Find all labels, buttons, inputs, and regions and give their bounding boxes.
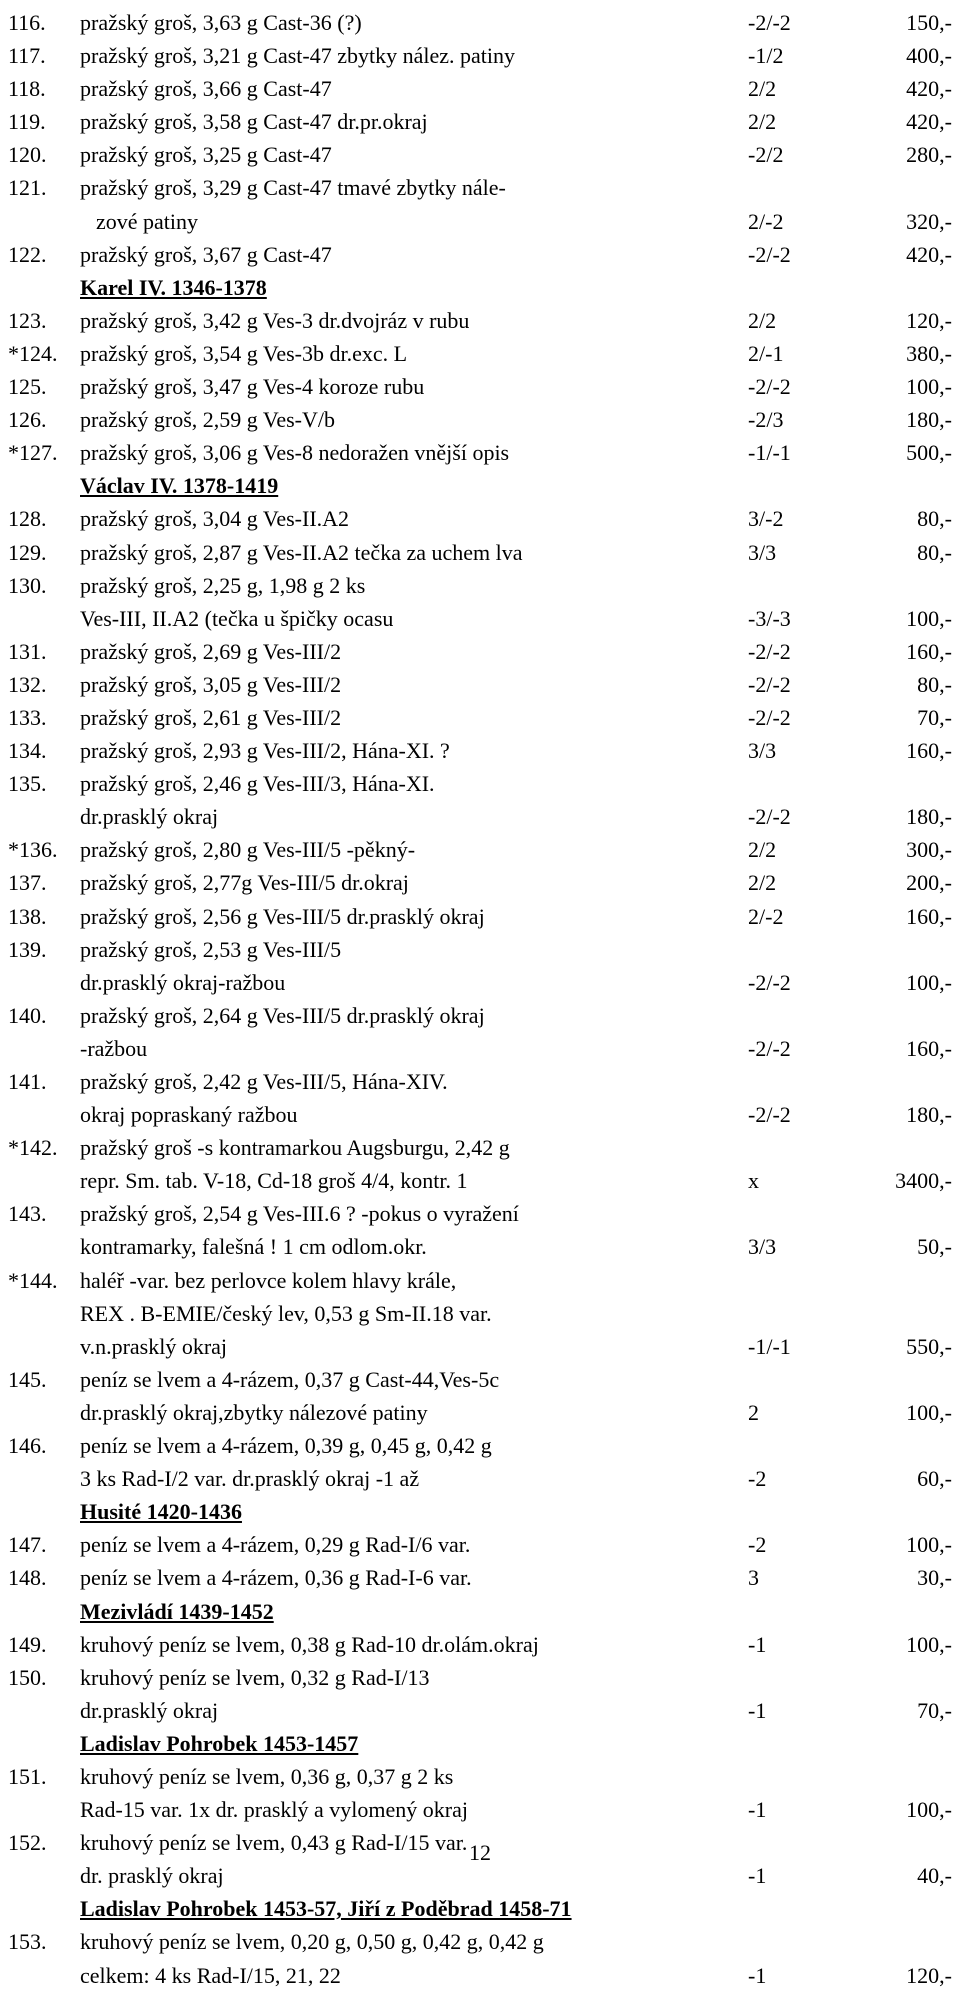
item-grade: 3/3	[748, 539, 777, 565]
section-heading: Husité 1420-1436	[80, 1499, 242, 1525]
item-price: 180,-	[906, 407, 952, 433]
item-description: repr. Sm. tab. V-18, Cd-18 groš 4/4, kontr. 1	[80, 1168, 468, 1194]
catalog-item-row	[0, 238, 960, 271]
item-description: kruhový peníz se lvem, 0,38 g Rad-10 dr.olám.okraj	[80, 1631, 539, 1657]
item-description: peníz se lvem a 4-rázem, 0,39 g, 0,45 g, 0,42 g	[80, 1433, 492, 1459]
catalog-item-row	[0, 1561, 960, 1594]
item-grade: -2/-2	[748, 1035, 791, 1061]
catalog-item-row	[0, 536, 960, 569]
item-number: 135.	[8, 771, 47, 797]
item-description: pražský groš, 2,46 g Ves-III/3, Hána-XI.	[80, 771, 435, 797]
catalog-item-row	[0, 171, 960, 204]
item-number: 128.	[8, 506, 47, 532]
item-grade: 3/3	[748, 738, 777, 764]
item-number: 149.	[8, 1631, 47, 1657]
item-grade: -1	[748, 1863, 767, 1889]
item-grade: x	[748, 1168, 759, 1194]
item-description: Rad-15 var. 1x dr. prasklý a vylomený okraj	[80, 1797, 468, 1823]
item-price: 120,-	[906, 307, 952, 333]
item-description: haléř -var. bez perlovce kolem hlavy krále,	[80, 1267, 457, 1293]
catalog-continuation-row	[0, 1793, 960, 1826]
section-heading: Ladislav Pohrobek 1453-57, Jiří z Poděbrad 1458-71	[80, 1896, 572, 1922]
item-number: 126.	[8, 407, 47, 433]
item-description: 3 ks Rad-I/2 var. dr.prasklý okraj -1 až	[80, 1466, 420, 1492]
item-price: 380,-	[906, 340, 952, 366]
item-grade: -1/-1	[748, 1333, 791, 1359]
item-price: 120,-	[906, 1962, 952, 1988]
section-heading-row	[0, 271, 960, 304]
item-price: 100,-	[906, 1631, 952, 1657]
item-description: kontramarky, falešná ! 1 cm odlom.okr.	[80, 1234, 427, 1260]
item-price: 3400,-	[895, 1168, 952, 1194]
catalog-item-row	[0, 1429, 960, 1462]
item-grade: 3	[748, 1565, 759, 1591]
item-price: 300,-	[906, 837, 952, 863]
item-grade: 3/3	[748, 1234, 777, 1260]
item-description: zové patiny	[96, 208, 199, 234]
item-grade: -2/-2	[748, 10, 791, 35]
item-description: peníz se lvem a 4-rázem, 0,29 g Rad-I/6 var.	[80, 1532, 471, 1558]
item-number: 150.	[8, 1664, 47, 1690]
item-grade: -1	[748, 1631, 767, 1657]
item-grade: -2	[748, 1532, 767, 1558]
item-number: 141.	[8, 1069, 47, 1094]
item-grade: -1	[748, 1697, 767, 1723]
item-price: 100,-	[906, 374, 952, 400]
item-grade: -2/-2	[748, 969, 791, 995]
item-price: 80,-	[917, 506, 952, 532]
item-grade: -3/-3	[748, 605, 791, 631]
item-description: pražský groš, 2,64 g Ves-III/5 dr.prasklý okraj	[80, 1002, 485, 1028]
section-heading: Mezivládí 1439-1452	[80, 1598, 274, 1624]
catalog-item-row	[0, 39, 960, 72]
item-description: pražský groš, 2,56 g Ves-III/5 dr.prasklý okraj	[80, 903, 485, 929]
item-number: 153.	[8, 1929, 47, 1955]
catalog-continuation-row	[0, 1164, 960, 1197]
catalog-item-row	[0, 1197, 960, 1230]
item-price: 100,-	[906, 969, 952, 995]
catalog-item-row	[0, 1363, 960, 1396]
section-heading-row	[0, 1495, 960, 1528]
item-number: 146.	[8, 1433, 47, 1459]
item-description: dr.prasklý okraj-ražbou	[80, 969, 286, 995]
item-grade: 2/2	[748, 76, 777, 102]
item-description: -ražbou	[80, 1035, 148, 1061]
item-price: 320,-	[906, 208, 952, 234]
item-price: 30,-	[917, 1565, 952, 1591]
catalog-item-row	[0, 668, 960, 701]
item-grade: 3/-2	[748, 506, 784, 532]
item-grade: -2/3	[748, 407, 784, 433]
item-number: *124.	[8, 340, 58, 366]
catalog-item-row	[0, 701, 960, 734]
catalog-continuation-row	[0, 1098, 960, 1131]
item-price: 500,-	[906, 440, 952, 466]
catalog-item-row	[0, 105, 960, 138]
item-price: 160,-	[906, 638, 952, 664]
item-number: 140.	[8, 1002, 47, 1028]
item-description: pražský groš, 3,58 g Cast-47 dr.pr.okraj	[80, 109, 428, 135]
catalog-item-row	[0, 833, 960, 866]
catalog-item-row	[0, 767, 960, 800]
catalog-continuation-row	[0, 1694, 960, 1727]
catalog-continuation-row	[0, 1297, 960, 1330]
item-number: 121.	[8, 175, 47, 201]
item-number: 143.	[8, 1201, 47, 1227]
catalog-item-row	[0, 1528, 960, 1561]
catalog-page	[0, 6, 960, 1992]
item-grade: -2/-2	[748, 704, 791, 730]
item-grade: 2/-1	[748, 340, 784, 366]
item-description: pražský groš, 3,04 g Ves-II.A2	[80, 506, 350, 532]
item-description: pražský groš, 3,67 g Cast-47	[80, 241, 332, 267]
catalog-continuation-row	[0, 1230, 960, 1263]
item-number: *142.	[8, 1135, 58, 1161]
item-number: 120.	[8, 142, 47, 168]
catalog-item-row	[0, 866, 960, 899]
catalog-item-row	[0, 1065, 960, 1098]
item-description: pražský groš -s kontramarkou Augsburgu, 2,42 g	[80, 1135, 510, 1161]
item-number: 137.	[8, 870, 47, 896]
item-price: 200,-	[906, 870, 952, 896]
item-number: 129.	[8, 539, 47, 565]
item-price: 60,-	[917, 1466, 952, 1492]
item-price: 550,-	[906, 1333, 952, 1359]
item-description: pražský groš, 2,77g Ves-III/5 dr.okraj	[80, 870, 409, 896]
catalog-item-row	[0, 72, 960, 105]
item-description: peníz se lvem a 4-rázem, 0,36 g Rad-I-6 var.	[80, 1565, 472, 1591]
item-description: pražský groš, 2,61 g Ves-III/2	[80, 704, 342, 730]
catalog-item-row	[0, 436, 960, 469]
section-heading-row	[0, 1727, 960, 1760]
item-description: pražský groš, 2,25 g, 1,98 g 2 ks	[80, 572, 366, 598]
catalog-continuation-row	[0, 800, 960, 833]
section-heading-row	[0, 469, 960, 502]
catalog-item-row	[0, 900, 960, 933]
catalog-item-row	[0, 304, 960, 337]
catalog-item-row	[0, 569, 960, 602]
item-grade: -2/-2	[748, 804, 791, 830]
item-description: kruhový peníz se lvem, 0,20 g, 0,50 g, 0,42 g, 0,42 g	[80, 1929, 544, 1955]
catalog-continuation-row	[0, 1959, 960, 1992]
item-number: 134.	[8, 738, 47, 764]
item-number: 132.	[8, 671, 47, 697]
item-grade: -2	[748, 1466, 767, 1492]
item-description: pražský groš, 3,29 g Cast-47 tmavé zbytky nále-	[80, 175, 506, 201]
item-number: 119.	[8, 109, 46, 135]
item-price: 420,-	[906, 109, 952, 135]
item-grade: 2/-2	[748, 208, 784, 234]
section-heading: Václav IV. 1378-1419	[80, 473, 279, 499]
item-description: dr. prasklý okraj	[80, 1863, 224, 1889]
item-number: 117.	[8, 43, 46, 69]
item-price: 80,-	[917, 671, 952, 697]
item-description: pražský groš, 2,42 g Ves-III/5, Hána-XIV.	[80, 1069, 448, 1094]
item-description: dr.prasklý okraj	[80, 804, 219, 830]
item-description: REX . B-EMIE/český lev, 0,53 g Sm-II.18 var.	[80, 1300, 492, 1326]
item-description: pražský groš, 2,59 g Ves-V/b	[80, 407, 336, 433]
item-description: dr.prasklý okraj,zbytky nálezové patiny	[80, 1399, 428, 1425]
item-price: 160,-	[906, 738, 952, 764]
item-grade: 2/2	[748, 837, 777, 863]
item-description: pražský groš, 3,21 g Cast-47 zbytky nález. patiny	[80, 43, 516, 69]
item-number: 138.	[8, 903, 47, 929]
item-price: 420,-	[906, 241, 952, 267]
item-grade: -1/-1	[748, 440, 791, 466]
item-price: 40,-	[917, 1863, 952, 1889]
item-description: pražský groš, 2,53 g Ves-III/5	[80, 936, 342, 962]
item-number: 145.	[8, 1366, 47, 1392]
catalog-item-row	[0, 138, 960, 171]
catalog-continuation-row	[0, 205, 960, 238]
item-description: pražský groš, 3,63 g Cast-36 (?)	[80, 10, 362, 35]
catalog-item-row	[0, 999, 960, 1032]
catalog-continuation-row	[0, 1032, 960, 1065]
item-number: 118.	[8, 76, 46, 102]
item-description: kruhový peníz se lvem, 0,43 g Rad-I/15 var.	[80, 1830, 468, 1856]
item-grade: -1	[748, 1797, 767, 1823]
item-number: 139.	[8, 936, 47, 962]
item-number: *127.	[8, 440, 58, 466]
item-description: kruhový peníz se lvem, 0,32 g Rad-I/13	[80, 1664, 430, 1690]
item-number: 131.	[8, 638, 47, 664]
page-number: 12	[469, 1840, 491, 1865]
catalog-item-row	[0, 933, 960, 966]
item-price: 100,-	[906, 1399, 952, 1425]
item-description: pražský groš, 3,25 g Cast-47	[80, 142, 332, 168]
item-grade: -2/2	[748, 142, 784, 168]
catalog-item-row	[0, 1661, 960, 1694]
item-number: *136.	[8, 837, 58, 863]
item-number: *144.	[8, 1267, 58, 1293]
item-grade: -2/-2	[748, 1102, 791, 1128]
item-description: celkem: 4 ks Rad-I/15, 21, 22	[80, 1962, 341, 1988]
item-grade: -1	[748, 1962, 767, 1988]
catalog-item-row	[0, 1925, 960, 1958]
item-description: pražský groš, 2,69 g Ves-III/2	[80, 638, 342, 664]
catalog-item-row	[0, 1760, 960, 1793]
item-price: 50,-	[917, 1234, 952, 1260]
item-description: pražský groš, 2,87 g Ves-II.A2 tečka za uchem lva	[80, 539, 523, 565]
item-description: pražský groš, 3,05 g Ves-III/2	[80, 671, 342, 697]
item-grade: 2	[748, 1399, 759, 1425]
item-number: 147.	[8, 1532, 47, 1558]
item-grade: -1/2	[748, 43, 784, 69]
item-number: 123.	[8, 307, 47, 333]
item-number: 125.	[8, 374, 47, 400]
item-price: 100,-	[906, 1532, 952, 1558]
section-heading: Karel IV. 1346-1378	[80, 274, 267, 300]
catalog-item-row	[0, 502, 960, 535]
item-grade: 2/2	[748, 870, 777, 896]
item-price: 80,-	[917, 539, 952, 565]
item-description: kruhový peníz se lvem, 0,36 g, 0,37 g 2 ks	[80, 1763, 454, 1789]
catalog-continuation-row	[0, 966, 960, 999]
item-number: 151.	[8, 1763, 47, 1789]
item-grade: -2/-2	[748, 241, 791, 267]
item-description: pražský groš, 2,93 g Ves-III/2, Hána-XI. ?	[80, 738, 450, 764]
catalog-item-row	[0, 734, 960, 767]
catalog-item-row	[0, 370, 960, 403]
item-description: pražský groš, 3,42 g Ves-3 dr.dvojráz v rubu	[80, 307, 470, 333]
item-grade: -2/-2	[748, 638, 791, 664]
catalog-item-row	[0, 403, 960, 436]
section-heading-row	[0, 1595, 960, 1628]
item-price: 160,-	[906, 1035, 952, 1061]
item-description: pražský groš, 3,54 g Ves-3b dr.exc. L	[80, 340, 408, 366]
item-number: 152.	[8, 1830, 47, 1856]
catalog-continuation-row	[0, 1330, 960, 1363]
section-heading-row	[0, 1892, 960, 1925]
item-number: 116.	[8, 10, 46, 35]
item-price: 70,-	[917, 1697, 952, 1723]
item-number: 122.	[8, 241, 47, 267]
item-number: 130.	[8, 572, 47, 598]
item-price: 420,-	[906, 76, 952, 102]
item-price: 70,-	[917, 704, 952, 730]
item-price: 180,-	[906, 804, 952, 830]
item-description: pražský groš, 2,80 g Ves-III/5 -pěkný-	[80, 837, 416, 863]
item-description: pražský groš, 3,66 g Cast-47	[80, 76, 332, 102]
item-number: 133.	[8, 704, 47, 730]
item-description: pražský groš, 2,54 g Ves-III.6 ? -pokus o vyražení	[80, 1201, 519, 1227]
item-price: 400,-	[906, 43, 952, 69]
item-price: 150,-	[906, 10, 952, 35]
item-grade: 2/2	[748, 307, 777, 333]
item-grade: 2/-2	[748, 903, 784, 929]
catalog-item-row	[0, 1131, 960, 1164]
catalog-item-row	[0, 337, 960, 370]
catalog-item-row	[0, 635, 960, 668]
item-description: Ves-III, II.A2 (tečka u špičky ocasu	[80, 605, 394, 631]
catalog-item-row	[0, 6, 960, 39]
item-price: 100,-	[906, 1797, 952, 1823]
item-number: 148.	[8, 1565, 47, 1591]
item-description: dr.prasklý okraj	[80, 1697, 219, 1723]
item-grade: -2/-2	[748, 374, 791, 400]
item-price: 160,-	[906, 903, 952, 929]
item-description: peníz se lvem a 4-rázem, 0,37 g Cast-44,Ves-5c	[80, 1366, 500, 1392]
item-price: 100,-	[906, 605, 952, 631]
item-price: 180,-	[906, 1102, 952, 1128]
item-price: 280,-	[906, 142, 952, 168]
section-heading: Ladislav Pohrobek 1453-1457	[80, 1730, 359, 1756]
item-grade: 2/2	[748, 109, 777, 135]
catalog-item-row	[0, 1264, 960, 1297]
item-description: pražský groš, 3,06 g Ves-8 nedoražen vnější opis	[80, 440, 510, 466]
item-description: v.n.prasklý okraj	[80, 1333, 228, 1359]
item-description: okraj popraskaný ražbou	[80, 1102, 298, 1128]
catalog-continuation-row	[0, 602, 960, 635]
item-grade: -2/-2	[748, 671, 791, 697]
item-description: pražský groš, 3,47 g Ves-4 koroze rubu	[80, 374, 425, 400]
catalog-continuation-row	[0, 1462, 960, 1495]
catalog-item-row	[0, 1628, 960, 1661]
catalog-continuation-row	[0, 1396, 960, 1429]
